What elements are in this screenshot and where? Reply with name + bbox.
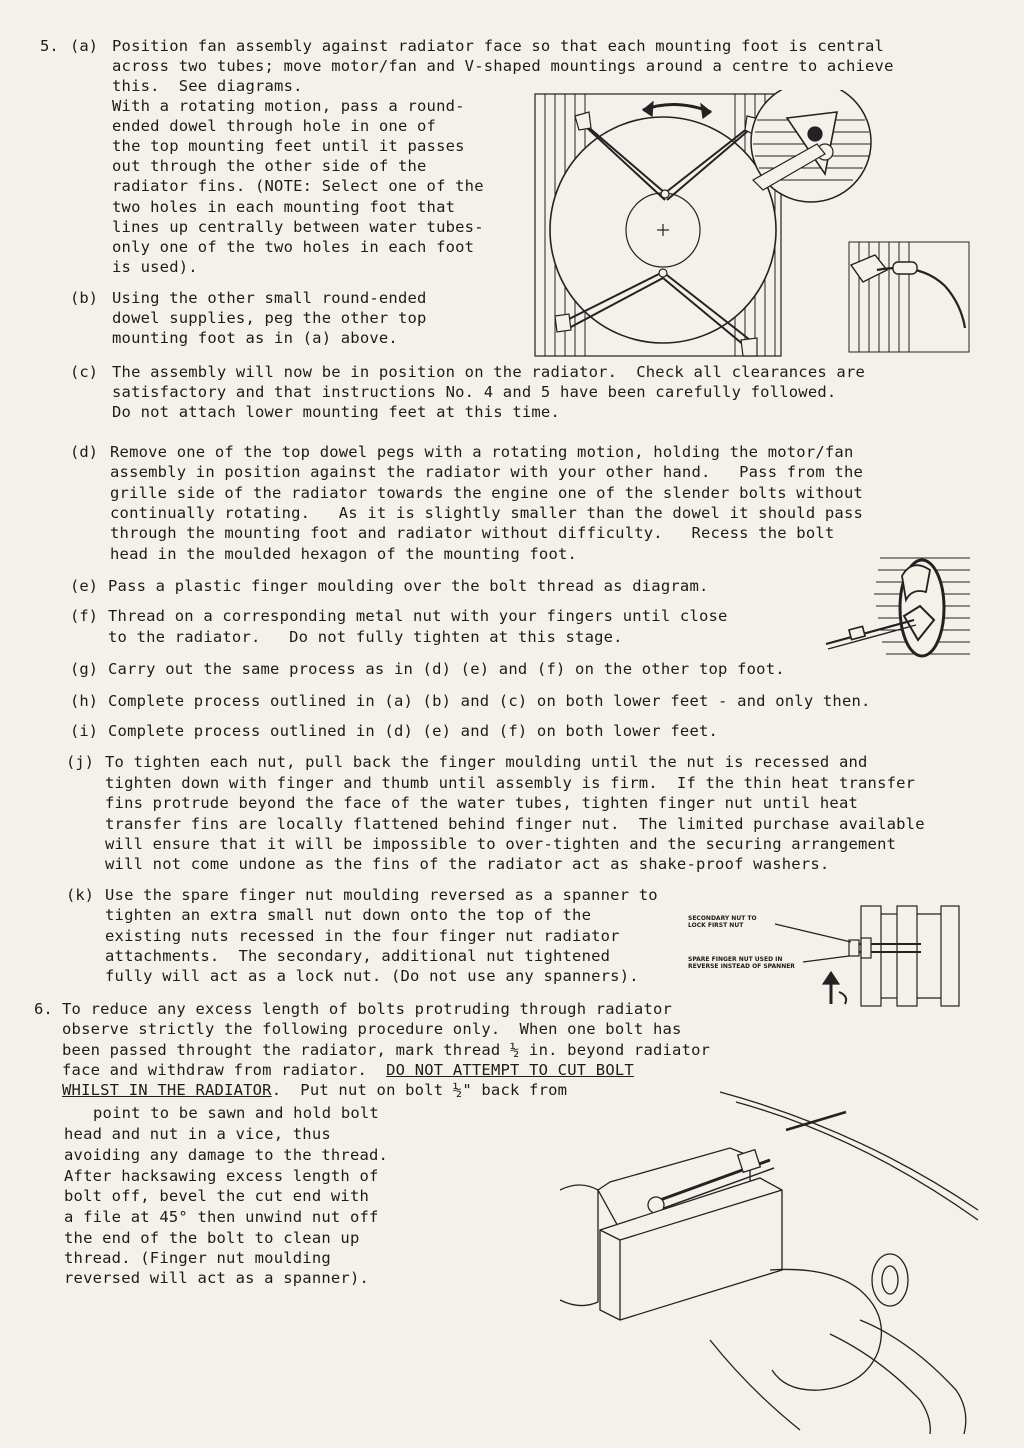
vice-diagram [560,1090,980,1435]
step-6-line: avoiding any damage to the thread. [64,1146,389,1164]
step-5k-line: Use the spare finger nut moulding reversed as a spanner to [105,886,658,904]
step-5e-letter: (e) [70,577,98,595]
step-6-number: 6. [34,1000,53,1018]
step-5j-line: fins protrude beyond the face of the water tubes, tighten finger nut until heat [105,794,859,812]
step-5a-line: two holes in each mounting foot that [112,198,456,216]
metal-nut [849,626,865,639]
step-5b-letter: (b) [70,289,98,307]
step-5k-line: attachments. The secondary, additional nut tightened [105,947,611,965]
step-5a-line: the top mounting feet until it passes [112,137,465,155]
step-5a-line: out through the other side of the [112,157,427,175]
step-5d-line: Remove one of the top dowel pegs with a rotating motion, holding the motor/fan [110,443,854,461]
step-6-line: To reduce any excess length of bolts protruding through radiator [62,1000,673,1018]
step-6-line: bolt off, bevel the cut end with [64,1187,370,1205]
step-5-number: 5. [40,37,59,55]
step-5c-letter: (c) [70,363,98,381]
step-5a-line: radiator fins. (NOTE: Select one of the [112,177,484,195]
step-5k-line: existing nuts recessed in the four finger nut radiator [105,927,620,945]
bolt-thread [826,620,914,644]
water-tube [897,906,917,1006]
step-5k-line: fully will act as a lock nut. (Do not use any spanners). [105,967,639,985]
step-5k-letter: (k) [66,886,94,904]
step-6-line: reversed will act as a spanner). [64,1269,370,1287]
step-5a-line: across two tubes; move motor/fan and V-shaped mountings around a centre to achieve [112,57,894,75]
step-5g-line: Carry out the same process as in (d) (e) and (f) on the other top foot. [108,660,785,678]
step-5a-line: ended dowel through hole in one of [112,117,437,135]
step-5j-letter: (j) [66,753,94,771]
mounting-foot [741,338,757,356]
step-5f-letter: (f) [70,607,98,625]
step-5g-letter: (g) [70,660,98,678]
step-6-line: After hacksawing excess length of [64,1167,379,1185]
step-6-line: a file at 45° then unwind nut off [64,1208,379,1226]
vice-body [560,1185,598,1306]
step-5h-line: Complete process outlined in (a) (b) and (c) on both lower feet - and only then. [108,692,871,710]
warning-cut-bolt: DO NOT ATTEMPT TO CUT BOLT [386,1061,634,1079]
step-5a-line: only one of the two holes in each foot [112,238,475,256]
label-leader [803,956,849,962]
step-5c-line: The assembly will now be in position on the radiator. Check all clearances are [112,363,866,381]
step-6-line: the end of the bolt to clean up [64,1229,360,1247]
warning-in-radiator: WHILST IN THE RADIATOR [62,1081,272,1099]
step-5j-line: will not come undone as the fins of the radiator act as shake-proof washers. [105,855,830,873]
step-5b-line: Using the other small round-ended [112,289,427,307]
step-5j-line: tighten down with finger and thumb until assembly is firm. If the thin heat transfer [105,774,916,792]
step-6-line4-text: face and withdraw from radiator. [62,1061,387,1079]
step-5h-letter: (h) [70,692,98,710]
step-5c-line: satisfactory and that instructions No. 4 and 5 have been carefully followed. [112,383,837,401]
step-5a-line: With a rotating motion, pass a round- [112,97,465,115]
step-5d-line: grille side of the radiator towards the engine one of the slender bolts without [110,484,864,502]
label-secondary-nut: SECONDARY NUT TO LOCK FIRST NUT [688,915,757,929]
step-5b-line: mounting foot as in (a) above. [112,329,398,347]
step-5a-line: Position fan assembly against radiator face so that each mounting foot is central [112,37,885,55]
step-5a-line: is used). [112,258,198,276]
label-spare-finger-nut: SPARE FINGER NUT USED IN REVERSE INSTEAD OF SPANNER [688,956,795,970]
step-6-line: head and nut in a vice, thus [64,1125,331,1143]
step-5j-line: will ensure that it will be impossible to over-tighten and the securing arrangement [105,835,897,853]
step-6-line [62,1080,567,1100]
step-6-line5-text: . Put nut on bolt ½" back from [271,1081,568,1099]
mounting-foot [555,314,571,332]
step-6-line: point to be sawn and hold bolt [93,1104,379,1122]
step-5a-line: lines up centrally between water tubes- [112,218,484,236]
step-5d-line: head in the moulded hexagon of the mounting foot. [110,545,578,563]
step-5j-line: transfer fins are locally flattened behind finger nut. The limited purchase available [105,815,925,833]
step-5d-letter: (d) [70,443,98,461]
step-5i-letter: (i) [70,722,98,740]
step-5j-line: To tighten each nut, pull back the finger moulding until the nut is recessed and [105,753,868,771]
mounting-foot [575,112,591,130]
arrow-head-icon [643,102,653,116]
step-5a-letter: (a) [70,37,98,55]
arrow-head-icon [701,104,711,118]
finger-nut-diagram [810,548,980,668]
step-5f-line: Thread on a corresponding metal nut with your fingers until close [108,607,728,625]
fan-assembly-diagram [525,90,975,360]
step-5e-line: Pass a plastic finger moulding over the bolt thread as diagram. [108,577,709,595]
step-5i-line: Complete process outlined in (d) (e) and (f) on both lower feet. [108,722,719,740]
vice-screw-knob [872,1254,908,1306]
first-nut [861,938,871,958]
label-leader [775,924,851,942]
step-5k-line: tighten an extra small nut down onto the top of the [105,906,592,924]
step-6-line: observe strictly the following procedure only. When one bolt has [62,1020,682,1038]
step-5a-line: this. See diagrams. [112,77,303,95]
step-5b-line: dowel supplies, peg the other top [112,309,427,327]
step-6-line [62,1060,634,1080]
water-tube [941,906,959,1006]
step-5d-line: through the mounting foot and radiator without difficulty. Recess the bolt [110,524,835,542]
step-6-line: been passed throught the radiator, mark thread ½ in. beyond radiator [62,1041,711,1059]
side-dowel [877,268,965,328]
step-5c-line: Do not attach lower mounting feet at this time. [112,403,560,421]
step-5d-line: continually rotating. As it is slightly smaller than the dowel it should pass [110,504,864,522]
step-5f-line: to the radiator. Do not fully tighten at this stage. [108,628,623,646]
step-5d-line: assembly in position against the radiator with your other hand. Pass from the [110,463,864,481]
step-6-line: thread. (Finger nut moulding [64,1249,331,1267]
